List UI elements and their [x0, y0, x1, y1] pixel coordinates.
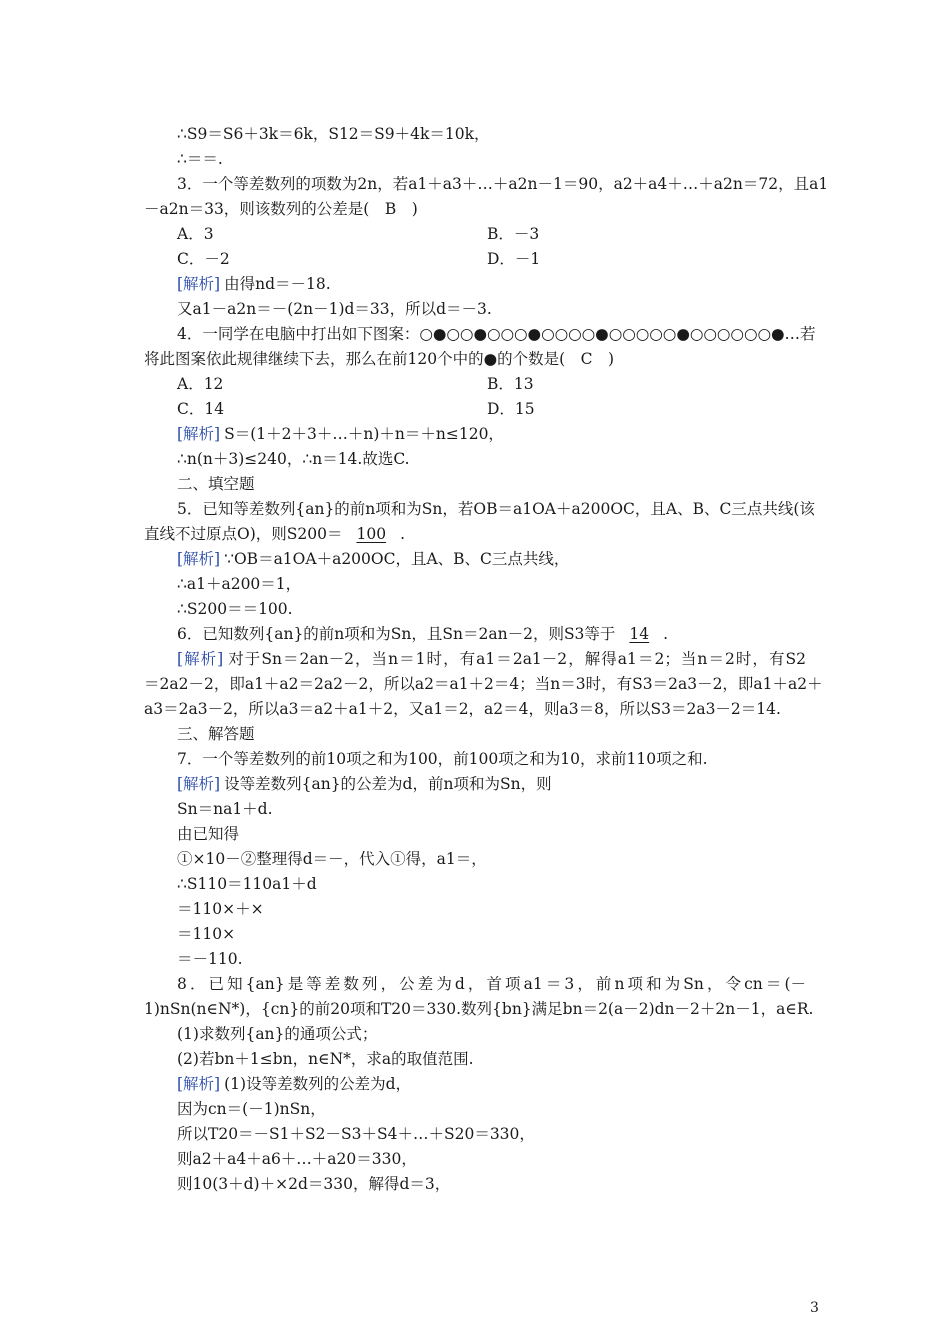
text-line: 则a2＋a4＋a6＋…＋a20＝330，: [177, 1150, 417, 1168]
analysis-line: [177, 1074, 411, 1094]
text-line: a3＝2a3－2，所以a3＝a2＋a1＋2，又a1＝2，a2＝4，则a3＝8，所以S3＝2a3－2＝14.: [144, 700, 781, 718]
text-line: ①×10－②整理得d＝－，代入①得，a1＝，: [177, 850, 487, 868]
text-line: ＝－110.: [177, 950, 243, 968]
question-6: [177, 624, 668, 644]
option-a: A．12: [177, 375, 224, 393]
analysis-tag: [解析]: [177, 550, 221, 568]
analysis-tag: [解析]: [177, 1075, 221, 1093]
analysis-tag: [解析]: [177, 775, 221, 793]
text-line: ＝110×＋×: [177, 900, 264, 918]
text-line: (1)求数列{an}的通项公式；: [177, 1025, 378, 1043]
analysis-text: (1)设等差数列的公差为d，: [224, 1075, 411, 1093]
option-b: B．13: [487, 375, 534, 393]
section-heading: 三、解答题: [177, 725, 255, 743]
analysis-tag: [解析]: [177, 425, 221, 443]
option-a: A．3: [177, 225, 214, 243]
analysis-tag: [解析]: [177, 275, 221, 293]
question-8: 8．已知{an}是等差数列，公差为d，首项a1＝3，前n项和为Sn，令cn＝(－: [177, 975, 806, 993]
option-d: D．－1: [487, 250, 541, 268]
option-d: D．15: [487, 400, 535, 418]
text-line: ∴S200＝＝100.: [177, 600, 293, 618]
question-3: 3．一个等差数列的项数为2n，若a1＋a3＋…＋a2n－1＝90，a2＋a4＋…＋a2n＝72，且a1: [177, 175, 829, 193]
option-c: C．14: [177, 400, 225, 418]
text-segment: 6．已知数列{an}的前n项和为Sn，且Sn＝2an－2，则S3等于: [177, 625, 616, 643]
analysis-text: S＝(1＋2＋3＋…＋n)＋n＝＋n≤120，: [224, 425, 504, 443]
answer-blank: 100: [356, 525, 387, 543]
analysis-text: 设等差数列{an}的公差为d，前n项和为Sn，则: [224, 775, 552, 793]
text-line: Sn＝na1＋d.: [177, 800, 273, 818]
analysis-line: [177, 424, 504, 444]
section-heading: 二、填空题: [177, 475, 255, 493]
answer-blank: 14: [629, 625, 650, 643]
analysis-line: [177, 649, 806, 669]
analysis-text: ∵OB＝a1OA＋a200OC，且A、B、C三点共线，: [224, 550, 570, 568]
analysis-tag: [解析]: [177, 650, 224, 668]
page-number: 3: [810, 1300, 819, 1316]
text-line: 又a1－a2n＝－(2n－1)d＝33，所以d＝－3.: [177, 300, 492, 318]
text-line: [144, 524, 405, 544]
text-line: 所以T20＝－S1＋S2－S3＋S4＋…＋S20＝330，: [177, 1125, 535, 1143]
option-b: B．－3: [487, 225, 540, 243]
question-5: 5．已知等差数列{an}的前n项和为Sn，若OB＝a1OA＋a200OC，且A、B、C三点共线(该: [177, 500, 815, 518]
text-line: ∴S9＝S6＋3k＝6k，S12＝S9＋4k＝10k，: [177, 125, 490, 143]
text-line: 因为cn＝(－1)nSn，: [177, 1100, 326, 1118]
text-line: －a2n＝33，则该数列的公差是( B ): [144, 200, 418, 218]
text-segment: 直线不过原点O)，则S200＝: [144, 525, 343, 543]
text-line: ∴S110＝110a1＋d: [177, 875, 317, 893]
text-line: ∴＝＝.: [177, 150, 223, 168]
text-line: ∴a1＋a200＝1，: [177, 575, 302, 593]
text-line: 则10(3＋d)＋×2d＝330，解得d＝3，: [177, 1175, 451, 1193]
analysis-text: 由得nd＝－18.: [224, 275, 331, 293]
text-line: 将此图案依此规律继续下去，那么在前120个中的●的个数是( C ): [144, 350, 615, 368]
analysis-line: [177, 274, 331, 294]
text-segment: .: [400, 525, 405, 543]
text-segment: .: [663, 625, 669, 643]
question-4: 4．一同学在电脑中打出如下图案：○●○○●○○○●○○○○●○○○○○●○○○○○○●…若: [177, 325, 816, 343]
text-line: ∴n(n＋3)≤240，∴n＝14.故选C.: [177, 450, 410, 468]
text-line: (2)若bn＋1≤bn，n∈N*，求a的取值范围.: [177, 1050, 474, 1068]
analysis-line: [177, 549, 569, 569]
text-line: ＝110×: [177, 925, 236, 943]
analysis-line: [177, 774, 552, 794]
text-line: 由已知得: [177, 825, 240, 843]
text-line: 1)nSn(n∈N*)，{cn}的前20项和T20＝330.数列{bn}满足bn＝2(a－2)dn－2＋2n－1，a∈R.: [144, 1000, 814, 1018]
analysis-text: 对于Sn＝2an－2，当n＝1时，有a1＝2a1－2，解得a1＝2；当n＝2时，有S2: [227, 650, 806, 668]
text-line: ＝2a2－2，即a1＋a2＝2a2－2，所以a2＝a1＋2＝4；当n＝3时，有S3＝2a3－2，即a1＋a2＋: [144, 675, 823, 693]
option-c: C．－2: [177, 250, 230, 268]
question-7: 7．一个等差数列的前10项之和为100，前100项之和为10，求前110项之和.: [177, 750, 708, 768]
